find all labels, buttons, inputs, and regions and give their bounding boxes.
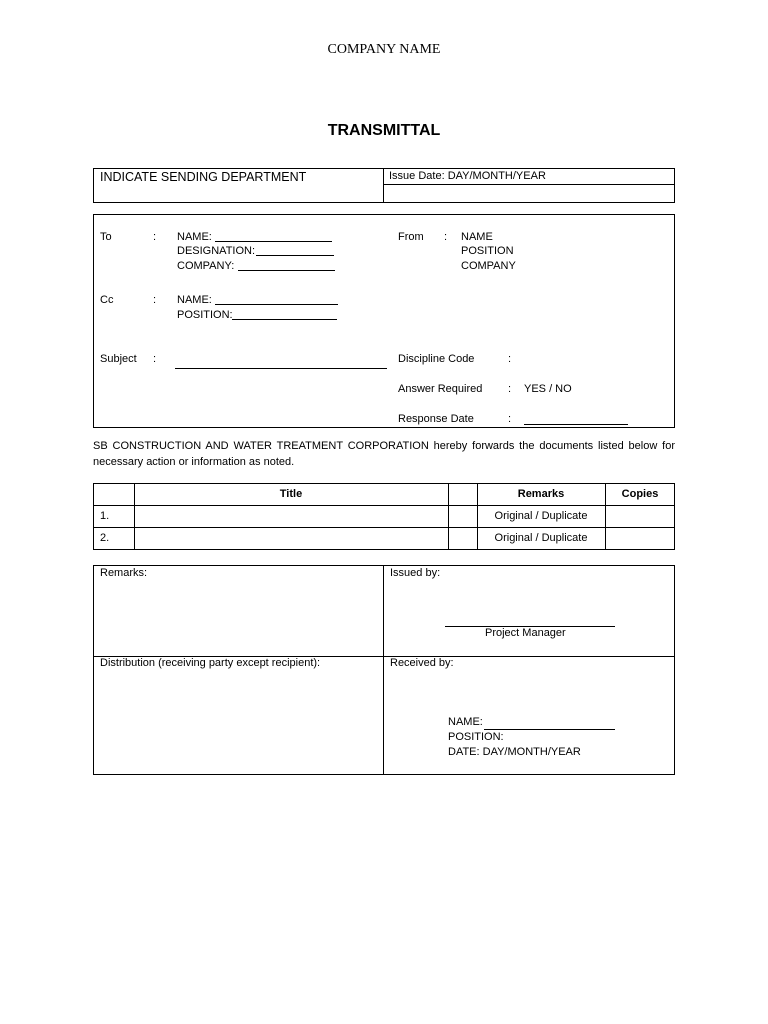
to-label: To: [100, 231, 112, 243]
table-col-divider-2: [448, 483, 449, 550]
issue-date-row-divider: [383, 184, 675, 185]
remarks-box-vertical-divider: [383, 565, 384, 775]
table-header-title: Title: [279, 488, 303, 500]
received-by-label: Received by:: [390, 657, 454, 669]
response-date-colon: :: [508, 413, 512, 425]
sending-department: INDICATE SENDING DEPARTMENT: [100, 170, 307, 184]
table-header-divider: [93, 505, 675, 506]
cc-position-label: POSITION:: [177, 309, 233, 321]
to-designation-label: DESIGNATION:: [177, 245, 256, 257]
table-row-1-remarks: Original / Duplicate: [494, 510, 588, 522]
cc-position-line: [232, 319, 337, 320]
subject-line: [175, 368, 387, 369]
distribution-label: Distribution (receiving party except recipient):: [100, 657, 321, 669]
discipline-code-colon: :: [508, 353, 512, 365]
issued-by-label: Issued by:: [390, 567, 441, 579]
cc-name-label: NAME:: [177, 294, 212, 306]
cc-label: Cc: [100, 294, 114, 306]
table-row-2-remarks: Original / Duplicate: [494, 532, 588, 544]
to-name-label: NAME:: [177, 231, 212, 243]
answer-required-label: Answer Required: [398, 383, 483, 395]
received-by-date-label: DATE: DAY/MONTH/YEAR: [448, 746, 581, 758]
answer-required-value: YES / NO: [524, 383, 572, 395]
to-name-line: [215, 241, 332, 242]
from-position: POSITION: [461, 245, 514, 257]
response-date-label: Response Date: [398, 413, 474, 425]
to-colon: :: [153, 231, 157, 243]
to-designation-line: [256, 255, 334, 256]
discipline-code-label: Discipline Code: [398, 353, 475, 365]
remarks-label: Remarks:: [100, 567, 148, 579]
table-row-divider: [93, 527, 675, 528]
table-row-2-number: 2.: [100, 532, 110, 544]
project-manager-label: Project Manager: [485, 627, 566, 639]
from-colon: :: [444, 231, 448, 243]
table-row-1-number: 1.: [100, 510, 110, 522]
from-label: From: [398, 231, 424, 243]
table-header-remarks: Remarks: [517, 488, 565, 500]
from-name: NAME: [461, 231, 493, 243]
issue-date: Issue Date: DAY/MONTH/YEAR: [389, 170, 546, 182]
cc-colon: :: [153, 294, 157, 306]
department-box-divider: [383, 168, 384, 203]
received-by-name-label: NAME:: [448, 716, 483, 728]
answer-required-colon: :: [508, 383, 512, 395]
to-company-label: COMPANY:: [177, 260, 235, 272]
from-company: COMPANY: [461, 260, 516, 272]
company-name: COMPANY NAME: [327, 42, 441, 57]
intro-paragraph: SB CONSTRUCTION AND WATER TREATMENT CORPORATION hereby forwards the documents listed below for necessary action or information as noted.: [93, 440, 675, 468]
document-title: TRANSMITTAL: [327, 122, 441, 139]
subject-label: Subject: [100, 353, 137, 365]
response-date-line: [524, 424, 628, 425]
received-by-position-label: POSITION:: [448, 731, 504, 743]
received-by-name-line: [484, 729, 615, 730]
table-header-copies: Copies: [621, 488, 659, 500]
remarks-distribution-box: [93, 565, 675, 775]
subject-colon: :: [153, 353, 157, 365]
to-company-line: [238, 270, 335, 271]
cc-name-line: [215, 304, 338, 305]
